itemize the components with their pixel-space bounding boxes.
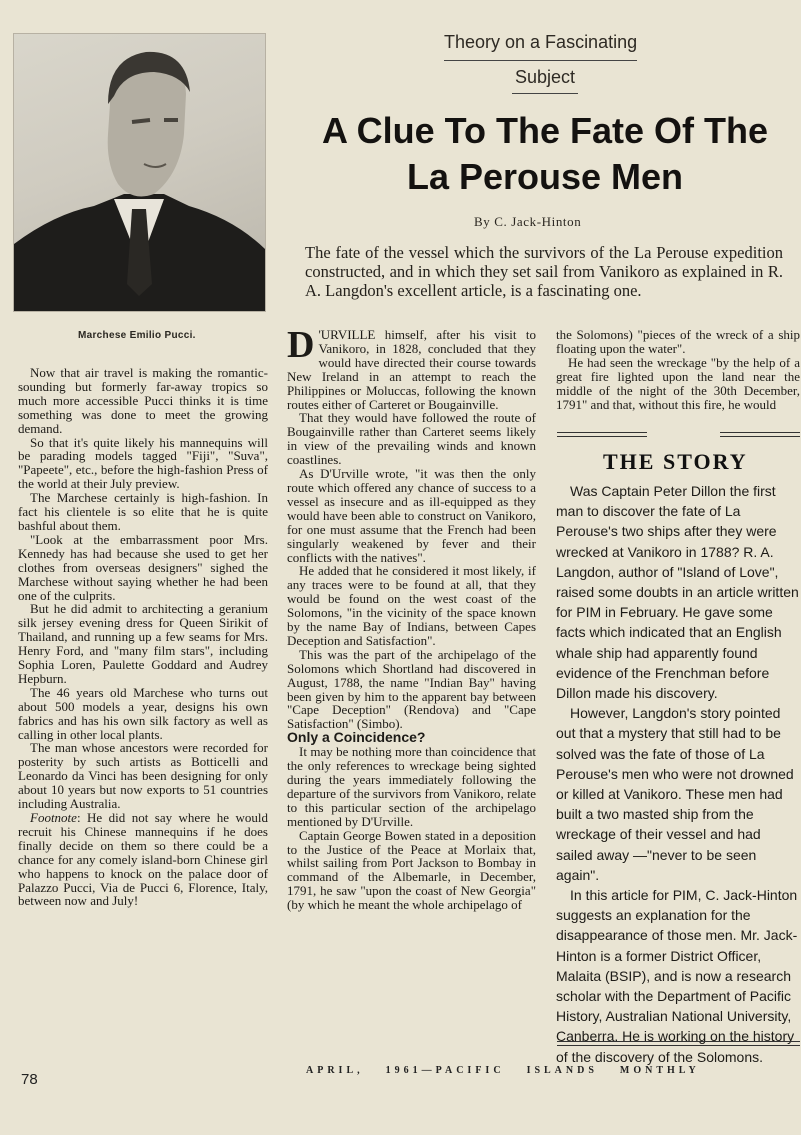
middle-paragraph: Captain George Bowen stated in a deposition to the Justice of the Peace at Morlaix that, whilst sailing from Port Jackson to Bombay in command of the Albemarle, in December, 1791, he saw "upon the coast of New Georgia" (by which he meant the whole archipelago of (287, 827, 536, 913)
kicker-line-1: Theory on a Fascinating (444, 32, 638, 52)
left-paragraph: The Marchese certainly is high-fashion. In fact his clientele is so elite that he is quite bashful about them. (18, 490, 268, 533)
kicker-rule-2 (512, 93, 578, 94)
middle-paragraph: That they would have followed the route of Bougainville rather than Carteret seems likely in view of the prevailing winds and known coastlines. (287, 410, 536, 468)
article-title: A Clue To The Fate Of The La Perouse Men (321, 110, 768, 197)
kicker-line-2: Subject (515, 67, 576, 87)
portrait-illustration (14, 34, 265, 311)
story-paragraph: Was Captain Peter Dillon the first man to discover the fate of La Perouse's two ships after they were wrecked at Vanikoro in 1788? R. A. Langdon, author of "Island of Love", raised some doubts in an article written for PIM in February. He gave some facts which indicated that an English whale ship had apparently found evidence of the Frenchman before Dillon made his discovery. (556, 483, 799, 702)
footer-monthly: MONTHLY (619, 1065, 700, 1076)
right-column-top (556, 328, 800, 411)
byline: By C. Jack-Hinton (474, 214, 582, 229)
middle-paragraph: He added that he considered it most likely, if any traces were to be found at all, that they would be found on the west coast of the Solomons, "in the vicinity of the space known by the name Bay of Indians, between Capes Deception and Satisfaction". (287, 563, 536, 648)
footer-month: APRIL, (306, 1065, 364, 1076)
middle-first-text: 'URVILLE himself, after his visit to Vanikoro, in 1828, concluded that they would have directed their course towards New Ireland in an attempt to reach the Philippines or Moluccas, following the known routes either of Carteret or Bougainville. (287, 327, 536, 412)
right-continued-text: the Solomons) "pieces of the wreck of a ship floating upon the water". (556, 328, 800, 356)
story-paragraph: However, Langdon's story pointed out that a mystery that still had to be solved was the fate of those of La Perouse's men who were not drowned or killed at Vanikoro. These men had built a two masted ship from the wreckage of their vessel and had sailed away —"never to be seen again". (556, 705, 794, 883)
left-paragraph: The man whose ancestors were recorded for posterity by such artists as Botticelli and Leonardo da Vinci has been designing for only about 10 years but now exports to 51 countries including Australia. (18, 740, 268, 812)
story-heading: THE STORY (603, 449, 748, 474)
left-paragraph: So that it's quite likely his mannequins will be parading models tagged "Fiji", "Suva", "Papeete", etc., before the high-fashion Press of the world at their July preview. (18, 434, 268, 492)
subhead: Only a Coincidence? (287, 729, 426, 746)
middle-paragraph: As D'Urville wrote, "it was then the only route which offered any chance of success to a vessel as insecure and as ill-equipped as they would have been able to construct on Vanikoro, for one must assume that the French had been singularly weakened by fever and their conflicts with the natives". (287, 466, 536, 565)
right-paragraph: He had seen the wreckage "by the help of a great fire lighted upon the land near the middle of the night of the 30th December, 1791" and that, without this fire, he would (556, 354, 800, 412)
middle-paragraph: This was the part of the archipelago of the Solomons which Shortland had discovered in August, 1788, the name "Indian Bay" having been given by him to the apparent bay between "Cape Deception" (Rendova) and "Cape Satisfaction" (Simbo). (287, 646, 536, 732)
footnote (18, 811, 268, 908)
left-column (18, 366, 268, 908)
middle-paragraph: It may be nothing more than coincidence that the only references to wreckage being sighted during the years immediately following the departure of the survivors from Vanikoro, relate to this particular section of the archipelago mentioned by D'Urville. (287, 744, 536, 829)
footnote-text: : He did not say where he would recruit his Chinese mannequins if he does finally decide on them so there could be a chance for any comely island-born Chinese girl who happens to knock on the palace door of Palazzo Pucci, Via de Pucci 6, Florence, Italy, between now and July! (18, 810, 268, 909)
story-rule-right (720, 432, 800, 437)
footnote-label: Footnote (30, 810, 77, 825)
story-rule-left (557, 432, 647, 437)
footer-islands: ISLANDS (526, 1065, 598, 1076)
drop-cap: D (287, 324, 315, 366)
left-paragraph: But he did admit to architecting a geranium silk jersey evening dress for Queen Sirikit of Thailand, and running up a few seams for Mrs. Henry Ford, and "many film stars", including Sophia Loren, Paulette Goddard and Audrey Hepburn. (18, 601, 268, 686)
portrait-photo (13, 33, 266, 312)
left-paragraph: Now that air travel is making the romantic-sounding but formerly far-away tropics so much more accessible Pucci thinks it is time something was done to meet the growing demand. (18, 365, 268, 436)
story-paragraph: In this article for PIM, C. Jack-Hinton suggests an explanation for the disappearance of those men. Mr. Jack-Hinton is a former District Officer, Malaita (BSIP), and is now a research scholar with the Department of Pacific History, Australian National University, Canberra. He is working on the history of the discovery of the Solomons. (556, 887, 798, 1065)
story-box (556, 481, 801, 1067)
middle-first-paragraph (287, 324, 536, 412)
footer-year: 1961—PACIFIC (385, 1065, 505, 1076)
left-paragraph: "Look at the embarrassment poor Mrs. Kennedy has had because she used to get her clothes from overseas designers" sighed the Marchese without saying whether he had been one of the culprits. (18, 531, 268, 603)
photo-caption: Marchese Emilio Pucci. (78, 330, 196, 341)
standfirst: The fate of the vessel which the survivors of the La Perouse expedition constructed, and in which they set sail from Vanikoro as explained in R. A. Langdon's excellent article, is a fascinating one. (305, 243, 783, 300)
story-rule-bottom (557, 1041, 800, 1046)
middle-column (287, 324, 536, 913)
page-number: 78 (21, 1071, 38, 1088)
running-footer (306, 1065, 722, 1076)
kicker-rule (444, 60, 637, 61)
left-paragraph: The 46 years old Marchese who turns out about 500 models a year, designs his own fabrics and has his own silk factory as well as calling in other local plants. (18, 684, 268, 742)
